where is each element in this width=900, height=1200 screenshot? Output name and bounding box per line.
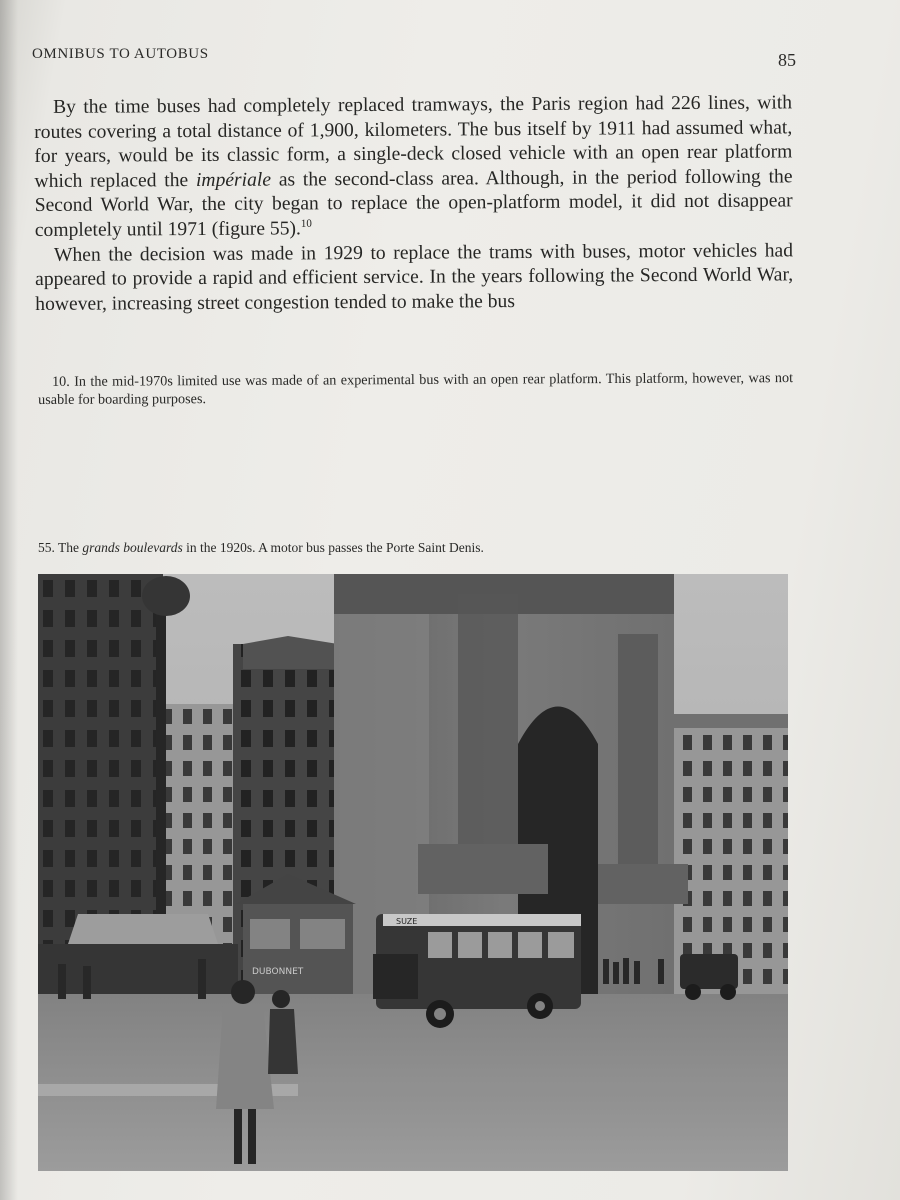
caption-number: 55. The: [38, 540, 83, 555]
figure-photograph: [38, 574, 788, 1171]
paragraph-1-text-a: By the time buses had completely replaced tramways, the Paris region had 226 lines, with routes covering a total distance of 1,900, kilometers. The bus itself by 1911 had assumed what, for years, would be its classic form, a single-deck closed vehicle with an open rear platform which replaced the: [34, 92, 793, 192]
footnote: [38, 369, 793, 409]
body-text: [34, 91, 793, 317]
caption-rest: in the 1920s. A motor bus passes the Porte Saint Denis.: [182, 540, 484, 555]
page-number: 85: [778, 50, 796, 70]
bus-sign: SUZE: [396, 917, 418, 926]
running-head: OMNIBUS TO AUTOBUS: [32, 46, 209, 62]
paragraph-1-text-b: as the second-class area. Although, in the period following the Second World War, the city began to replace the open-platform model, it did not disappear completely until 1971 (figure 55).: [34, 166, 793, 241]
caption-italic: grands boulevards: [82, 540, 183, 555]
paragraph-1: [34, 91, 793, 243]
kiosk-sign: DUBONNET: [252, 967, 304, 977]
paragraph-2: When the decision was made in 1929 to replace the trams with buses, motor vehicles had appeared to provide a rapid and efficient service. In the years following the Second World War, however, increasing street congestion tended to make the bus: [35, 239, 794, 315]
italic-term: impériale: [195, 169, 272, 191]
footnote-reference: 10: [300, 217, 312, 230]
photograph-illustration: [38, 574, 788, 1171]
page-gutter-shadow: [0, 0, 18, 1200]
footnote-text: 10. In the mid-1970s limited use was made of an experimental bus with an open rear platform. This platform, however, was not usable for boarding purposes.: [38, 370, 794, 408]
figure-caption: [38, 540, 484, 556]
